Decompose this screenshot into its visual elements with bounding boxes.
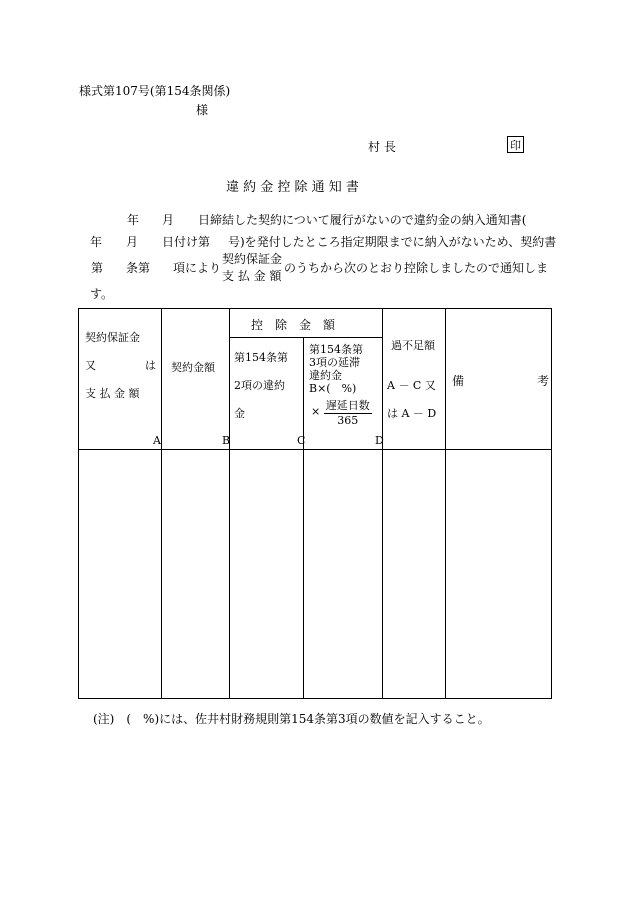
line2-month: 月 [126, 235, 139, 249]
form-number: 様式第107号(第154条関係) [79, 84, 231, 98]
document-title: 違 約 金 控 除 通 知 書 [226, 180, 359, 195]
col-d-line3: 違約金 [309, 369, 342, 382]
line2-year: 年 [90, 235, 103, 249]
recipient-suffix: 様 [196, 103, 209, 117]
col-divider-5 [445, 309, 446, 698]
line1-month: 月 [162, 213, 175, 227]
col-f-label-a: 備 [452, 374, 465, 388]
line2-text: 日付け第 [162, 235, 211, 249]
col-a-line2a: 又 [85, 359, 96, 372]
col-f-label-b: 考 [537, 374, 550, 388]
deduction-header: 控 除 金 額 [251, 318, 336, 332]
col-d-line1: 第154条第 [309, 343, 363, 356]
line3-text: のうちから次のとおり控除しましたので通知しま [284, 261, 549, 275]
col-a-line2b: は [145, 359, 156, 372]
col-b-letter: B [222, 434, 231, 447]
col-divider-4 [382, 309, 383, 698]
line3-kou: 項により [173, 261, 222, 275]
col-a-line3: 支 払 金 額 [85, 387, 140, 400]
line1-year: 年 [127, 213, 140, 227]
col-e-line2: A － C 又 [387, 379, 436, 392]
delay-fraction [324, 397, 372, 427]
line3-option-top: 契約保証金 [222, 252, 283, 266]
col-divider-2 [229, 309, 230, 698]
deduction-table [78, 308, 552, 699]
col-d-line4: B×( %) [309, 382, 357, 395]
footnote: (注) ( %)には、佐井村財務規則第154条第3項の数値を記入すること。 [93, 712, 490, 726]
deduction-header-line [229, 337, 382, 338]
col-a-letter: A [153, 434, 161, 447]
col-d-letter: D [375, 434, 384, 447]
col-a-line1: 契約保証金 [85, 331, 140, 344]
header-bottom-line [79, 449, 551, 450]
line3-jo: 条第 [126, 261, 151, 275]
line4-text: す。 [90, 287, 114, 301]
line3-dai: 第 [91, 261, 104, 275]
col-e-line3: は A － D [387, 407, 437, 420]
col-divider-3 [303, 337, 304, 698]
col-c-line1: 第154条第 [234, 351, 288, 364]
fraction-denominator: 365 [337, 414, 359, 427]
col-e-line1: 過不足額 [391, 339, 435, 352]
times-sign: × [311, 405, 321, 418]
line3-option-bottom: 支 払 金 額 [222, 269, 282, 283]
col-b-label: 契約金額 [171, 361, 215, 374]
col-divider-1 [161, 309, 162, 698]
issuer-title: 村 長 [368, 140, 396, 154]
seal-stamp: 印 [507, 136, 524, 153]
line1-text: 日締結した契約について履行がないので違約金の納入通知書( [198, 213, 527, 227]
line2-text2: 号)を発付したところ指定期限までに納入がないため、契約書 [228, 235, 557, 249]
fraction-numerator: 遅延日数 [325, 399, 370, 412]
col-c-line2: 2項の違約 [234, 379, 285, 392]
col-d-formula [311, 397, 372, 427]
col-c-letter: C [297, 434, 306, 447]
col-c-line3: 金 [234, 407, 245, 420]
col-d-line2: 3項の延滞 [309, 356, 360, 369]
